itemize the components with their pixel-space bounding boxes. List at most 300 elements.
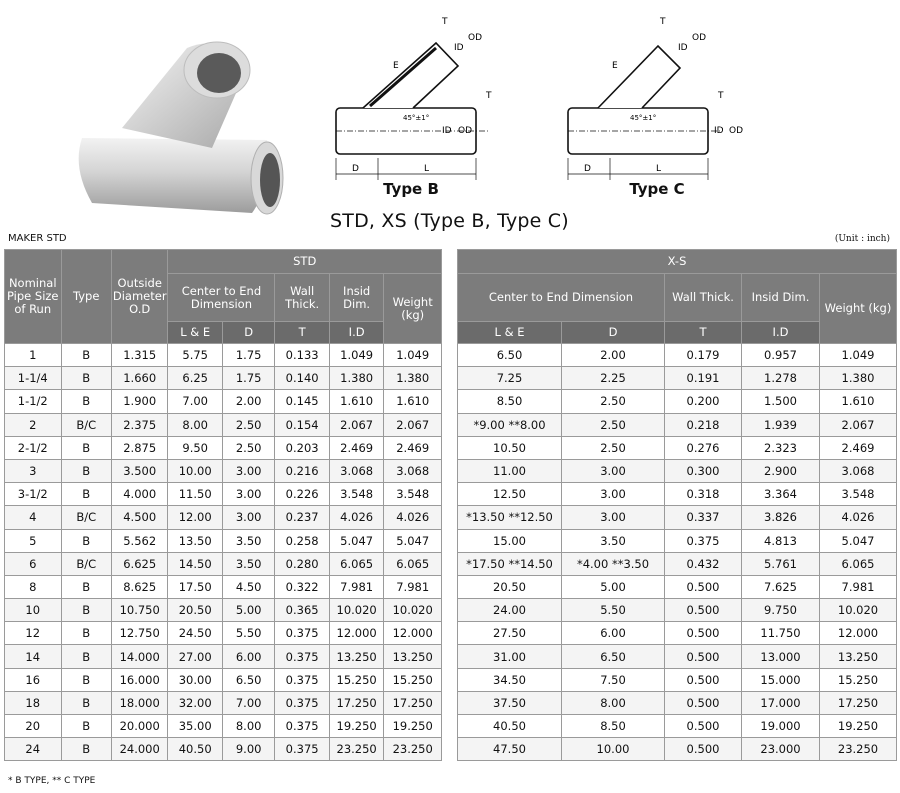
cell-le: 10.00 [168,459,222,482]
cell-d: 6.00 [222,645,274,668]
cell-xs-weight: 12.000 [820,622,897,645]
cell-xs-d: *4.00 **3.50 [562,552,665,575]
cell-xs-weight: 19.250 [820,715,897,738]
cell-od: 1.900 [111,390,168,413]
table-row [5,436,442,459]
cell-xs-id: 4.813 [742,529,820,552]
cell-nps: 14 [5,645,62,668]
cell-type: B [61,459,111,482]
cell-id: 19.250 [329,715,383,738]
cell-xs-id: 2.900 [742,459,820,482]
dim-id-c: ID [714,126,724,136]
cell-id: 3.068 [329,459,383,482]
cell-xs-id: 23.000 [742,738,820,761]
cell-weight: 6.065 [384,552,442,575]
cell-t: 0.280 [275,552,329,575]
cell-od: 24.000 [111,738,168,761]
cell-xs-d: 5.50 [562,599,665,622]
cell-weight: 1.049 [384,344,442,367]
cell-od: 1.660 [111,367,168,390]
cell-weight: 1.380 [384,367,442,390]
cell-xs-le: 40.50 [458,715,562,738]
cell-xs-d: 2.00 [562,344,665,367]
cell-xs-d: 6.50 [562,645,665,668]
cell-id: 13.250 [329,645,383,668]
cell-nps: 1 [5,344,62,367]
cell-type: B [61,715,111,738]
cell-le: 27.00 [168,645,222,668]
cell-xs-t: 0.500 [665,622,742,645]
dim-t-c: T [718,91,724,101]
cell-le: 24.50 [168,622,222,645]
cell-d: 4.50 [222,575,274,598]
cell-d: 2.50 [222,436,274,459]
sub-le: L & E [168,322,222,344]
xs-col-ctc: Center to End Dimension [458,274,665,322]
cell-d: 2.00 [222,390,274,413]
cell-nps: 1-1/2 [5,390,62,413]
cell-xs-d: 10.00 [562,738,665,761]
cell-xs-id: 3.826 [742,506,820,529]
cell-xs-t: 0.218 [665,413,742,436]
cell-xs-le: 24.00 [458,599,562,622]
cell-xs-le: 47.50 [458,738,562,761]
cell-id: 7.981 [329,575,383,598]
cell-le: 35.00 [168,715,222,738]
dim-l-b: L [424,164,430,174]
cell-le: 7.00 [168,390,222,413]
cell-xs-t: 0.337 [665,506,742,529]
cell-weight: 3.068 [384,459,442,482]
unit-label: (Unit : inch) [834,234,890,244]
xs-col-id: Insid Dim. [742,274,820,322]
cell-xs-le: 20.50 [458,575,562,598]
cell-xs-d: 2.50 [562,413,665,436]
cell-nps: 24 [5,738,62,761]
cell-xs-id: 1.939 [742,413,820,436]
cell-type: B [61,344,111,367]
cell-id: 5.047 [329,529,383,552]
cell-id: 17.250 [329,691,383,714]
cell-t: 0.375 [275,691,329,714]
cell-id: 1.049 [329,344,383,367]
table-row [5,715,442,738]
cell-xs-le: 27.50 [458,622,562,645]
cell-xs-le: 7.25 [458,367,562,390]
sub-t: T [275,322,329,344]
cell-le: 40.50 [168,738,222,761]
cell-xs-t: 0.500 [665,668,742,691]
cell-d: 7.00 [222,691,274,714]
table-row [5,344,442,367]
cell-od: 12.750 [111,622,168,645]
cell-t: 0.216 [275,459,329,482]
cell-xs-weight: 23.250 [820,738,897,761]
table-row [5,691,442,714]
cell-xs-d: 7.50 [562,668,665,691]
cell-xs-le: 15.00 [458,529,562,552]
table-row [458,483,897,506]
cell-type: B/C [61,552,111,575]
cell-id: 23.250 [329,738,383,761]
cell-xs-le: 34.50 [458,668,562,691]
table-row [458,506,897,529]
cell-xs-d: 8.00 [562,691,665,714]
col-type: Type [61,250,111,344]
cell-xs-t: 0.500 [665,575,742,598]
table-row [5,483,442,506]
cell-xs-d: 2.50 [562,436,665,459]
cell-type: B/C [61,506,111,529]
cell-xs-t: 0.500 [665,645,742,668]
cell-id: 3.548 [329,483,383,506]
cell-xs-d: 3.50 [562,529,665,552]
dim-t2-b: T [442,17,448,27]
sub-d: D [222,322,274,344]
cell-id: 12.000 [329,622,383,645]
cell-nps: 12 [5,622,62,645]
cell-le: 11.50 [168,483,222,506]
table-row [5,622,442,645]
cell-xs-le: 12.50 [458,483,562,506]
cell-xs-weight: 2.067 [820,413,897,436]
cell-le: 8.00 [168,413,222,436]
cell-xs-weight: 1.610 [820,390,897,413]
cell-type: B [61,436,111,459]
cell-t: 0.375 [275,645,329,668]
cell-od: 8.625 [111,575,168,598]
cell-xs-le: *9.00 **8.00 [458,413,562,436]
dim-t-b: T [486,91,492,101]
cell-weight: 5.047 [384,529,442,552]
cell-xs-t: 0.500 [665,691,742,714]
type-c-label: Type C [629,180,685,198]
std-group-header: STD [168,250,442,274]
cell-d: 3.00 [222,483,274,506]
cell-od: 2.375 [111,413,168,436]
type-c-drawing [560,8,750,203]
xs-table [457,249,897,761]
cell-nps: 16 [5,668,62,691]
dim-l-c: L [656,164,662,174]
col-id: Insid Dim. [329,274,383,322]
cell-t: 0.375 [275,738,329,761]
table-row [458,390,897,413]
dim-od-b: OD [458,126,473,136]
cell-xs-d: 6.00 [562,622,665,645]
cell-xs-t: 0.276 [665,436,742,459]
table-row [5,459,442,482]
cell-type: B [61,691,111,714]
cell-xs-id: 11.750 [742,622,820,645]
table-row [5,506,442,529]
table-row [458,436,897,459]
cell-id: 6.065 [329,552,383,575]
cell-weight: 19.250 [384,715,442,738]
cell-od: 2.875 [111,436,168,459]
std-table [4,249,442,761]
table-row [458,599,897,622]
cell-t: 0.133 [275,344,329,367]
cell-d: 3.00 [222,459,274,482]
cell-od: 1.315 [111,344,168,367]
xs-sub-le: L & E [458,322,562,344]
type-b-label: Type B [383,180,439,198]
table-row [458,668,897,691]
cell-d: 5.50 [222,622,274,645]
cell-d: 2.50 [222,413,274,436]
cell-le: 6.25 [168,367,222,390]
angle-c: 45°±1° [630,114,657,122]
cell-xs-t: 0.432 [665,552,742,575]
cell-od: 10.750 [111,599,168,622]
table-row [5,367,442,390]
cell-type: B [61,390,111,413]
cell-xs-t: 0.500 [665,599,742,622]
cell-type: B [61,483,111,506]
cell-xs-weight: 13.250 [820,645,897,668]
dim-e-b: E [393,61,399,71]
cell-type: B [61,575,111,598]
col-od: Outside Diameter O.D [111,250,168,344]
cell-nps: 8 [5,575,62,598]
cell-od: 14.000 [111,645,168,668]
col-ctc: Center to End Dimension [168,274,275,322]
cell-weight: 12.000 [384,622,442,645]
cell-nps: 3 [5,459,62,482]
cell-xs-weight: 17.250 [820,691,897,714]
cell-le: 13.50 [168,529,222,552]
cell-od: 20.000 [111,715,168,738]
cell-xs-weight: 5.047 [820,529,897,552]
cell-xs-t: 0.179 [665,344,742,367]
cell-id: 1.380 [329,367,383,390]
cell-weight: 23.250 [384,738,442,761]
cell-xs-le: 37.50 [458,691,562,714]
cell-type: B [61,529,111,552]
cell-xs-le: *13.50 **12.50 [458,506,562,529]
cell-d: 5.00 [222,599,274,622]
cell-weight: 7.981 [384,575,442,598]
cell-nps: 20 [5,715,62,738]
cell-xs-id: 3.364 [742,483,820,506]
cell-xs-le: 10.50 [458,436,562,459]
cell-weight: 15.250 [384,668,442,691]
table-row [5,645,442,668]
xs-sub-d: D [562,322,665,344]
dim-d-c: D [584,164,591,174]
cell-t: 0.375 [275,715,329,738]
lateral-tee-photo [62,28,292,228]
cell-d: 3.50 [222,529,274,552]
table-row [5,575,442,598]
table-row [458,691,897,714]
cell-xs-weight: 6.065 [820,552,897,575]
cell-le: 14.50 [168,552,222,575]
cell-le: 9.50 [168,436,222,459]
dim-od-c: OD [729,126,744,136]
table-row [458,622,897,645]
cell-t: 0.365 [275,599,329,622]
cell-nps: 4 [5,506,62,529]
dim-od2-b: OD [468,33,483,43]
table-row [5,390,442,413]
cell-t: 0.258 [275,529,329,552]
cell-xs-weight: 7.981 [820,575,897,598]
cell-od: 3.500 [111,459,168,482]
table-row [5,738,442,761]
dim-id2-c: ID [678,43,688,53]
cell-type: B [61,599,111,622]
cell-xs-id: 0.957 [742,344,820,367]
table-row [458,738,897,761]
cell-xs-d: 2.25 [562,367,665,390]
cell-le: 32.00 [168,691,222,714]
cell-xs-id: 1.500 [742,390,820,413]
col-weight: Weight (kg) [384,274,442,344]
cell-le: 20.50 [168,599,222,622]
cell-xs-t: 0.200 [665,390,742,413]
cell-xs-t: 0.318 [665,483,742,506]
cell-nps: 10 [5,599,62,622]
cell-od: 16.000 [111,668,168,691]
table-row [458,529,897,552]
cell-nps: 1-1/4 [5,367,62,390]
cell-xs-weight: 3.548 [820,483,897,506]
dim-id2-b: ID [454,43,464,53]
cell-id: 1.610 [329,390,383,413]
cell-od: 4.000 [111,483,168,506]
cell-weight: 4.026 [384,506,442,529]
dim-d-b: D [352,164,359,174]
cell-xs-weight: 15.250 [820,668,897,691]
table-row [458,552,897,575]
table-row [458,459,897,482]
cell-id: 15.250 [329,668,383,691]
cell-le: 5.75 [168,344,222,367]
cell-weight: 1.610 [384,390,442,413]
xs-sub-t: T [665,322,742,344]
cell-type: B [61,668,111,691]
cell-xs-weight: 3.068 [820,459,897,482]
table-row [458,367,897,390]
cell-type: B [61,367,111,390]
cell-nps: 6 [5,552,62,575]
cell-le: 17.50 [168,575,222,598]
cell-t: 0.140 [275,367,329,390]
cell-t: 0.375 [275,622,329,645]
cell-xs-d: 5.00 [562,575,665,598]
cell-weight: 17.250 [384,691,442,714]
cell-d: 6.50 [222,668,274,691]
cell-id: 10.020 [329,599,383,622]
cell-t: 0.237 [275,506,329,529]
cell-nps: 18 [5,691,62,714]
cell-od: 5.562 [111,529,168,552]
table-row [5,413,442,436]
cell-nps: 2-1/2 [5,436,62,459]
table-row [458,645,897,668]
cell-id: 2.067 [329,413,383,436]
cell-xs-weight: 10.020 [820,599,897,622]
table-row [5,552,442,575]
cell-xs-t: 0.375 [665,529,742,552]
maker-label: MAKER STD [8,233,67,244]
page-title: STD, XS (Type B, Type C) [330,210,569,232]
cell-weight: 3.548 [384,483,442,506]
cell-od: 18.000 [111,691,168,714]
cell-t: 0.145 [275,390,329,413]
cell-type: B [61,738,111,761]
cell-type: B [61,622,111,645]
cell-t: 0.226 [275,483,329,506]
cell-nps: 2 [5,413,62,436]
table-row [458,715,897,738]
table-row [5,668,442,691]
cell-xs-weight: 2.469 [820,436,897,459]
col-wall: Wall Thick. [275,274,329,322]
cell-weight: 13.250 [384,645,442,668]
cell-xs-t: 0.300 [665,459,742,482]
cell-xs-id: 9.750 [742,599,820,622]
cell-xs-id: 15.000 [742,668,820,691]
cell-d: 3.00 [222,506,274,529]
angle-b: 45°±1° [403,114,430,122]
cell-xs-id: 19.000 [742,715,820,738]
cell-t: 0.375 [275,668,329,691]
cell-xs-le: 11.00 [458,459,562,482]
cell-type: B/C [61,413,111,436]
cell-t: 0.322 [275,575,329,598]
cell-xs-id: 2.323 [742,436,820,459]
cell-xs-le: 6.50 [458,344,562,367]
dim-id-b: ID [442,126,452,136]
type-b-drawing [318,8,508,203]
cell-xs-id: 13.000 [742,645,820,668]
cell-od: 6.625 [111,552,168,575]
cell-xs-d: 8.50 [562,715,665,738]
xs-col-weight: Weight (kg) [820,274,897,344]
cell-xs-le: 31.00 [458,645,562,668]
cell-xs-le: 8.50 [458,390,562,413]
dim-t2-c: T [660,17,666,27]
cell-weight: 2.469 [384,436,442,459]
sub-id: I.D [329,322,383,344]
cell-xs-id: 1.278 [742,367,820,390]
cell-xs-id: 7.625 [742,575,820,598]
cell-xs-weight: 1.049 [820,344,897,367]
cell-le: 30.00 [168,668,222,691]
table-row [458,413,897,436]
table-row [5,599,442,622]
cell-d: 1.75 [222,344,274,367]
cell-nps: 3-1/2 [5,483,62,506]
col-nps: Nominal Pipe Size of Run [5,250,62,344]
cell-nps: 5 [5,529,62,552]
cell-t: 0.203 [275,436,329,459]
xs-sub-id: I.D [742,322,820,344]
cell-le: 12.00 [168,506,222,529]
cell-weight: 10.020 [384,599,442,622]
cell-type: B [61,645,111,668]
xs-group-header: X-S [458,250,897,274]
cell-d: 8.00 [222,715,274,738]
dim-e-c: E [612,61,618,71]
xs-col-wall: Wall Thick. [665,274,742,322]
dim-od2-c: OD [692,33,707,43]
cell-id: 4.026 [329,506,383,529]
cell-xs-id: 17.000 [742,691,820,714]
